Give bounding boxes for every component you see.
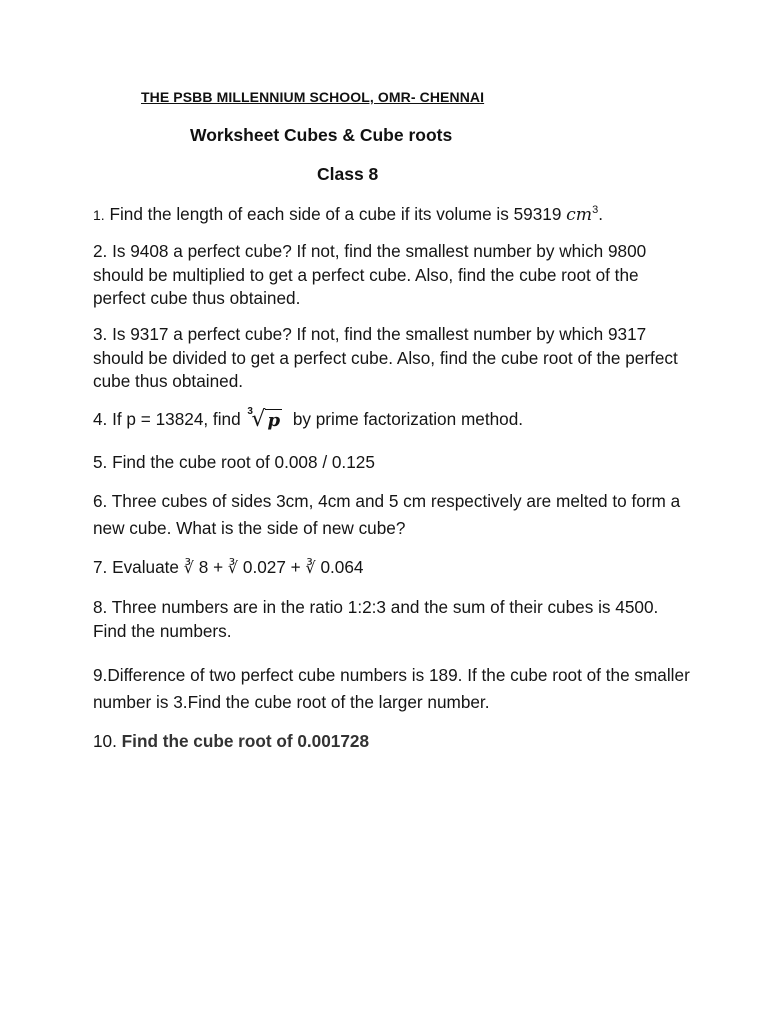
class-label: Class 8 [317,164,379,184]
question-10 [93,730,693,754]
worksheet-title: Worksheet Cubes & Cube roots [190,125,453,145]
question-4 [93,408,693,433]
question-text: 4. If p = 13824, find [93,409,246,429]
cube-root-icon: ∛ [183,558,194,577]
unit-exponent: 3 [592,204,599,216]
question-text: 7. Evaluate [93,557,184,577]
root-index: 3 [247,406,253,418]
question-7 [93,556,693,580]
term-1: 8 + [193,557,228,577]
question-number: 10. [93,731,122,751]
question-number: 1. [93,207,105,223]
question-3: 3. Is 9317 a perfect cube? If not, find the smallest number by which 9317 should be divided to get a perfect cube. Also, find the cube root of the perfect cube thus obtained. [93,324,678,391]
question-end: . [598,204,604,224]
school-name: THE PSBB MILLENNIUM SCHOOL, OMR- CHENNAI [141,89,485,105]
term-3: 0.064 [315,557,364,577]
cube-root-symbol: 3 √ p [247,408,282,433]
question-2: 2. Is 9408 a perfect cube? If not, find the smallest number by which 9800 should be multiplied to get a perfect cube. Also, find the cube root of the perfect cube thus obtained. [93,241,647,308]
question-8: 8. Three numbers are in the ratio 1:2:3 and the sum of their cubes is 4500. Find the numbers. [93,597,659,641]
question-text-end: by prime factorization method. [288,409,524,429]
cube-root-icon: ∛ [227,558,239,577]
unit: cm [566,205,593,225]
term-2: 0.027 + [238,557,306,577]
question-6: 6. Three cubes of sides 3cm, 4cm and 5 cm respectively are melted to form a new cube. What is the side of new cube? [93,491,681,538]
question-text: Find the cube root of 0.001728 [121,731,370,751]
question-1 [93,203,693,230]
question-text: Find the length of each side of a cube if its volume is 59319 [104,204,567,224]
question-9: 9.Difference of two perfect cube numbers is 189. If the cube root of the smaller number is 3.Find the cube root of the larger number. [93,665,690,712]
radicand: p [267,410,281,432]
question-5: 5. Find the cube root of 0.008 / 0.125 [93,452,375,472]
cube-root-icon: ∛ [305,558,316,577]
